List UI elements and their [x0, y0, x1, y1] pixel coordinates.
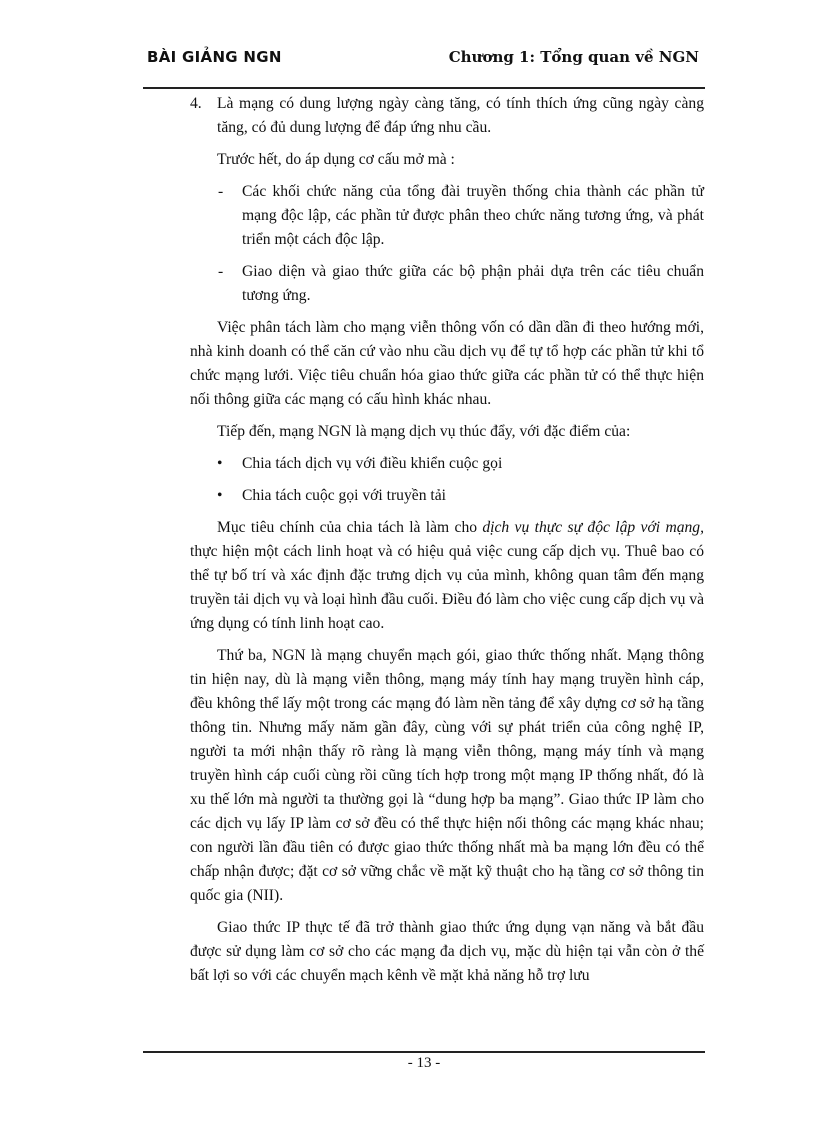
bullet-item-1	[190, 452, 704, 476]
paragraph-separation: Việc phân tách làm cho mạng viễn thông vốn có dần dần đi theo hướng mới, nhà kinh doanh có thể căn cứ vào nhu cầu dịch vụ để tự tổ hợp các phần tử khi tổ chức mạng lưới. Việc tiêu chuẩn hóa giao thức giữa các phần tử có thể thực hiện nối thông giữa các mạng có cấu hình khác nhau.	[190, 319, 704, 408]
dash-marker: -	[218, 263, 224, 280]
bullet-text: Chia tách dịch vụ với điều khiển cuộc gọi	[242, 455, 503, 472]
goal-text-italic: dịch vụ thực sự độc lập với mạng,	[482, 519, 704, 536]
page-header	[143, 48, 705, 80]
numbered-item-4	[190, 92, 704, 140]
footer-divider	[143, 1051, 705, 1053]
paragraph-intro: Trước hết, do áp dụng cơ cấu mở mà :	[217, 151, 455, 168]
goal-text-end: thực hiện một cách linh hoạt và có hiệu quả việc cung cấp dịch vụ. Thuê bao có thể tự bố trí và xác định đặc trưng dịch vụ của mình, không quan tâm đến mạng truyền tải dịch vụ và loại hình đầu cuối. Điều đó làm cho việc cung cấp dịch vụ và ứng dụng có tính linh hoạt cao.	[190, 543, 705, 632]
dash-item-2	[190, 260, 704, 308]
header-course-title: BÀI GIẢNG NGN	[147, 48, 282, 66]
page-body	[190, 92, 704, 988]
item-text: Là mạng có dung lượng ngày càng tăng, có tính thích ứng cũng ngày càng tăng, có đủ dung lượng để đáp ứng nhu cầu.	[217, 95, 704, 136]
bullet-marker: •	[217, 455, 223, 472]
dash-marker: -	[218, 183, 224, 200]
paragraph-next: Tiếp đến, mạng NGN là mạng dịch vụ thúc đẩy, với đặc điểm của:	[217, 423, 631, 440]
page-number: - 13 -	[407, 1055, 441, 1071]
dash-item-text: Giao diện và giao thức giữa các bộ phận phải dựa trên các tiêu chuẩn tương ứng.	[242, 263, 704, 304]
bullet-text: Chia tách cuộc gọi với truyền tải	[242, 487, 446, 504]
goal-text-start: Mục tiêu chính của chia tách là làm cho	[217, 519, 483, 536]
header-divider	[143, 87, 705, 89]
paragraph-third: Thứ ba, NGN là mạng chuyển mạch gói, giao thức thống nhất. Mạng thông tin hiện nay, dù là mạng viễn thông, mạng máy tính hay mạng truyền hình cáp, đều không thể lấy một trong các mạng đó làm nền tảng để xây dựng cơ sở hạ tầng thông tin. Nhưng mấy năm gần đây, cùng với sự phát triển của công nghệ IP, người ta mới nhận thấy rõ ràng là mạng viễn thông, mạng máy tính và mạng truyền hình cáp cuối cùng rồi cũng tích hợp trong một mạng IP thống nhất, đó là xu thế lớn mà người ta thường gọi là “dung hợp ba mạng”. Giao thức IP làm cho các dịch vụ lấy IP làm cơ sở đều có thể thực hiện nối thông các mạng khác nhau; con người lần đầu tiên có được giao thức thống nhất mà ba mạng lớn đều có thể chấp nhận được; đặt cơ sở vững chắc về mặt kỹ thuật cho hạ tầng cơ sở thông tin quốc gia (NII).	[190, 647, 704, 904]
dash-item-1	[190, 180, 704, 252]
paragraph-ip: Giao thức IP thực tế đã trở thành giao thức ứng dụng vạn năng và bắt đầu được sử dụng làm cơ sở cho các mạng đa dịch vụ, mặc dù hiện tại vẫn còn ở thế bất lợi so với các chuyển mạch kênh về mặt khả năng hỗ trợ lưu	[190, 919, 704, 984]
item-number: 4.	[190, 95, 202, 112]
bullet-item-2	[190, 484, 704, 508]
header-chapter-title: Chương 1: Tổng quan về NGN	[448, 48, 699, 66]
bullet-marker: •	[217, 487, 223, 504]
paragraph-goal	[190, 516, 704, 636]
dash-item-text: Các khối chức năng của tổng đài truyền thống chia thành các phần tử mạng độc lập, các phần tử được phân theo chức năng tương ứng, và phát triển một cách độc lập.	[242, 183, 704, 248]
